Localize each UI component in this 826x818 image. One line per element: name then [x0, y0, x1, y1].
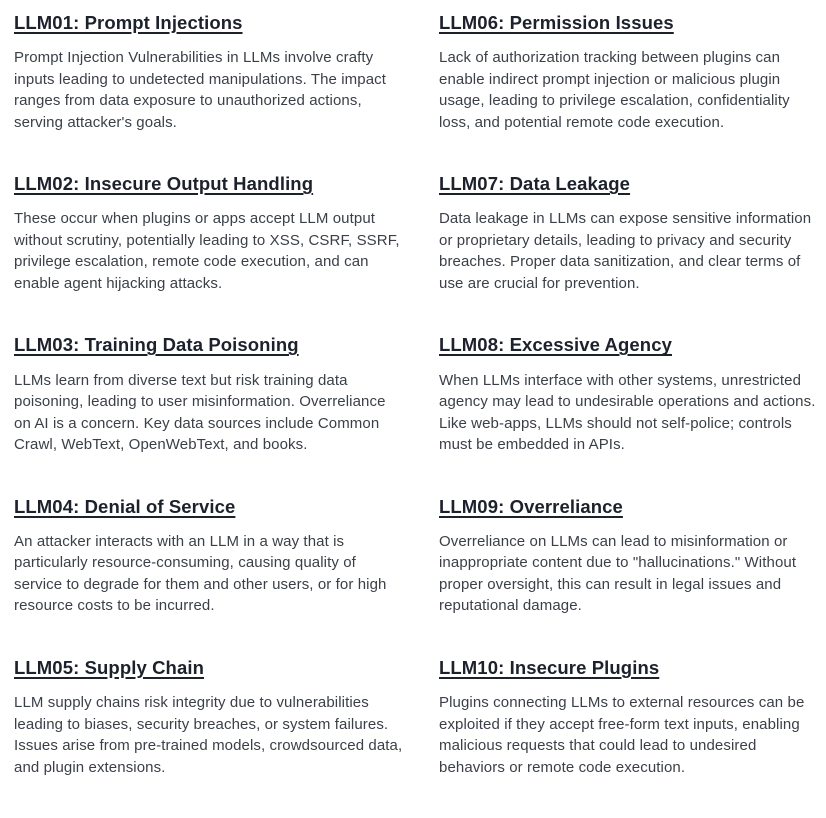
right-column [439, 12, 824, 818]
topic-description-llm03: LLMs learn from diverse text but risk training data poisoning, leading to user misinformation. Overreliance on AI is a concern. Key data sources include Common Crawl, WebText, OpenWebText, and books. [14, 371, 386, 454]
topic-card-llm04 [14, 496, 406, 657]
topic-description-llm06: Lack of authorization tracking between plugins can enable indirect prompt injection or malicious plugin usage, leading to privilege escalation, confidentiality loss, and potential remote code execution. [439, 49, 790, 131]
topic-description-llm10: Plugins connecting LLMs to external resources can be exploited if they accept free-form text inputs, enabling malicious requests that could lead to undesired behaviors or remote code execution. [439, 694, 805, 776]
topic-title-llm01: LLM01: Prompt Injections [14, 12, 243, 33]
topic-description-llm07: Data leakage in LLMs can expose sensitive information or proprietary details, leading to privacy and security breaches. Proper data sanitization, and clear terms of use are crucial for prevention. [439, 210, 812, 292]
topic-card-llm06 [439, 12, 824, 173]
topic-title-llm06: LLM06: Permission Issues [439, 12, 674, 33]
topic-card-llm02 [14, 173, 406, 334]
topic-title-llm05: LLM05: Supply Chain [14, 656, 204, 678]
topic-title-llm07: LLM07: Data Leakage [439, 173, 631, 195]
left-column [14, 12, 406, 818]
topic-title-llm03: LLM03: Training Data Poisoning [14, 334, 299, 356]
topic-card-llm07 [439, 173, 824, 334]
topic-description-llm01: Prompt Injection Vulnerabilities in LLMs involve crafty inputs leading to undetected manipulations. The impact ranges from data exposure to unauthorized actions, serving attacker's goals. [14, 49, 387, 131]
topic-title-llm08: LLM08: Excessive Agency [439, 334, 672, 356]
topic-card-llm03 [14, 334, 406, 495]
topic-title-llm04: LLM04: Denial of Service [14, 495, 236, 517]
topic-card-llm08 [439, 334, 824, 495]
topic-title-llm10: LLM10: Insecure Plugins [439, 656, 660, 678]
topic-title-llm02: LLM02: Insecure Output Handling [14, 173, 314, 195]
topic-description-llm08: When LLMs interface with other systems, unrestricted agency may lead to undesirable operations and actions. Like web-apps, LLMs should not self-police; controls must be embedded in APIs. [439, 371, 816, 454]
topic-description-llm09: Overreliance on LLMs can lead to misinformation or inappropriate content due to "hallucinations." Without proper oversight, this can result in legal issues and reputational damage. [439, 532, 797, 615]
topic-card-llm10 [439, 657, 824, 818]
topic-card-llm09 [439, 496, 824, 657]
topic-title-llm09: LLM09: Overreliance [439, 495, 623, 517]
topic-card-llm05 [14, 657, 406, 818]
topic-description-llm05: LLM supply chains risk integrity due to vulnerabilities leading to biases, security breaches, or system failures. Issues arise from pre-trained models, crowdsourced data, and plugin extensions. [14, 694, 403, 776]
topic-card-llm01 [14, 12, 406, 173]
topic-description-llm02: These occur when plugins or apps accept LLM output without scrutiny, potentially leading to XSS, CSRF, SSRF, privilege escalation, remote code execution, and can enable agent hijacking attacks. [14, 210, 400, 292]
topic-description-llm04: An attacker interacts with an LLM in a way that is particularly resource-consuming, causing quality of service to degrade for them and other users, or for high resource costs to be incurred. [14, 532, 387, 615]
